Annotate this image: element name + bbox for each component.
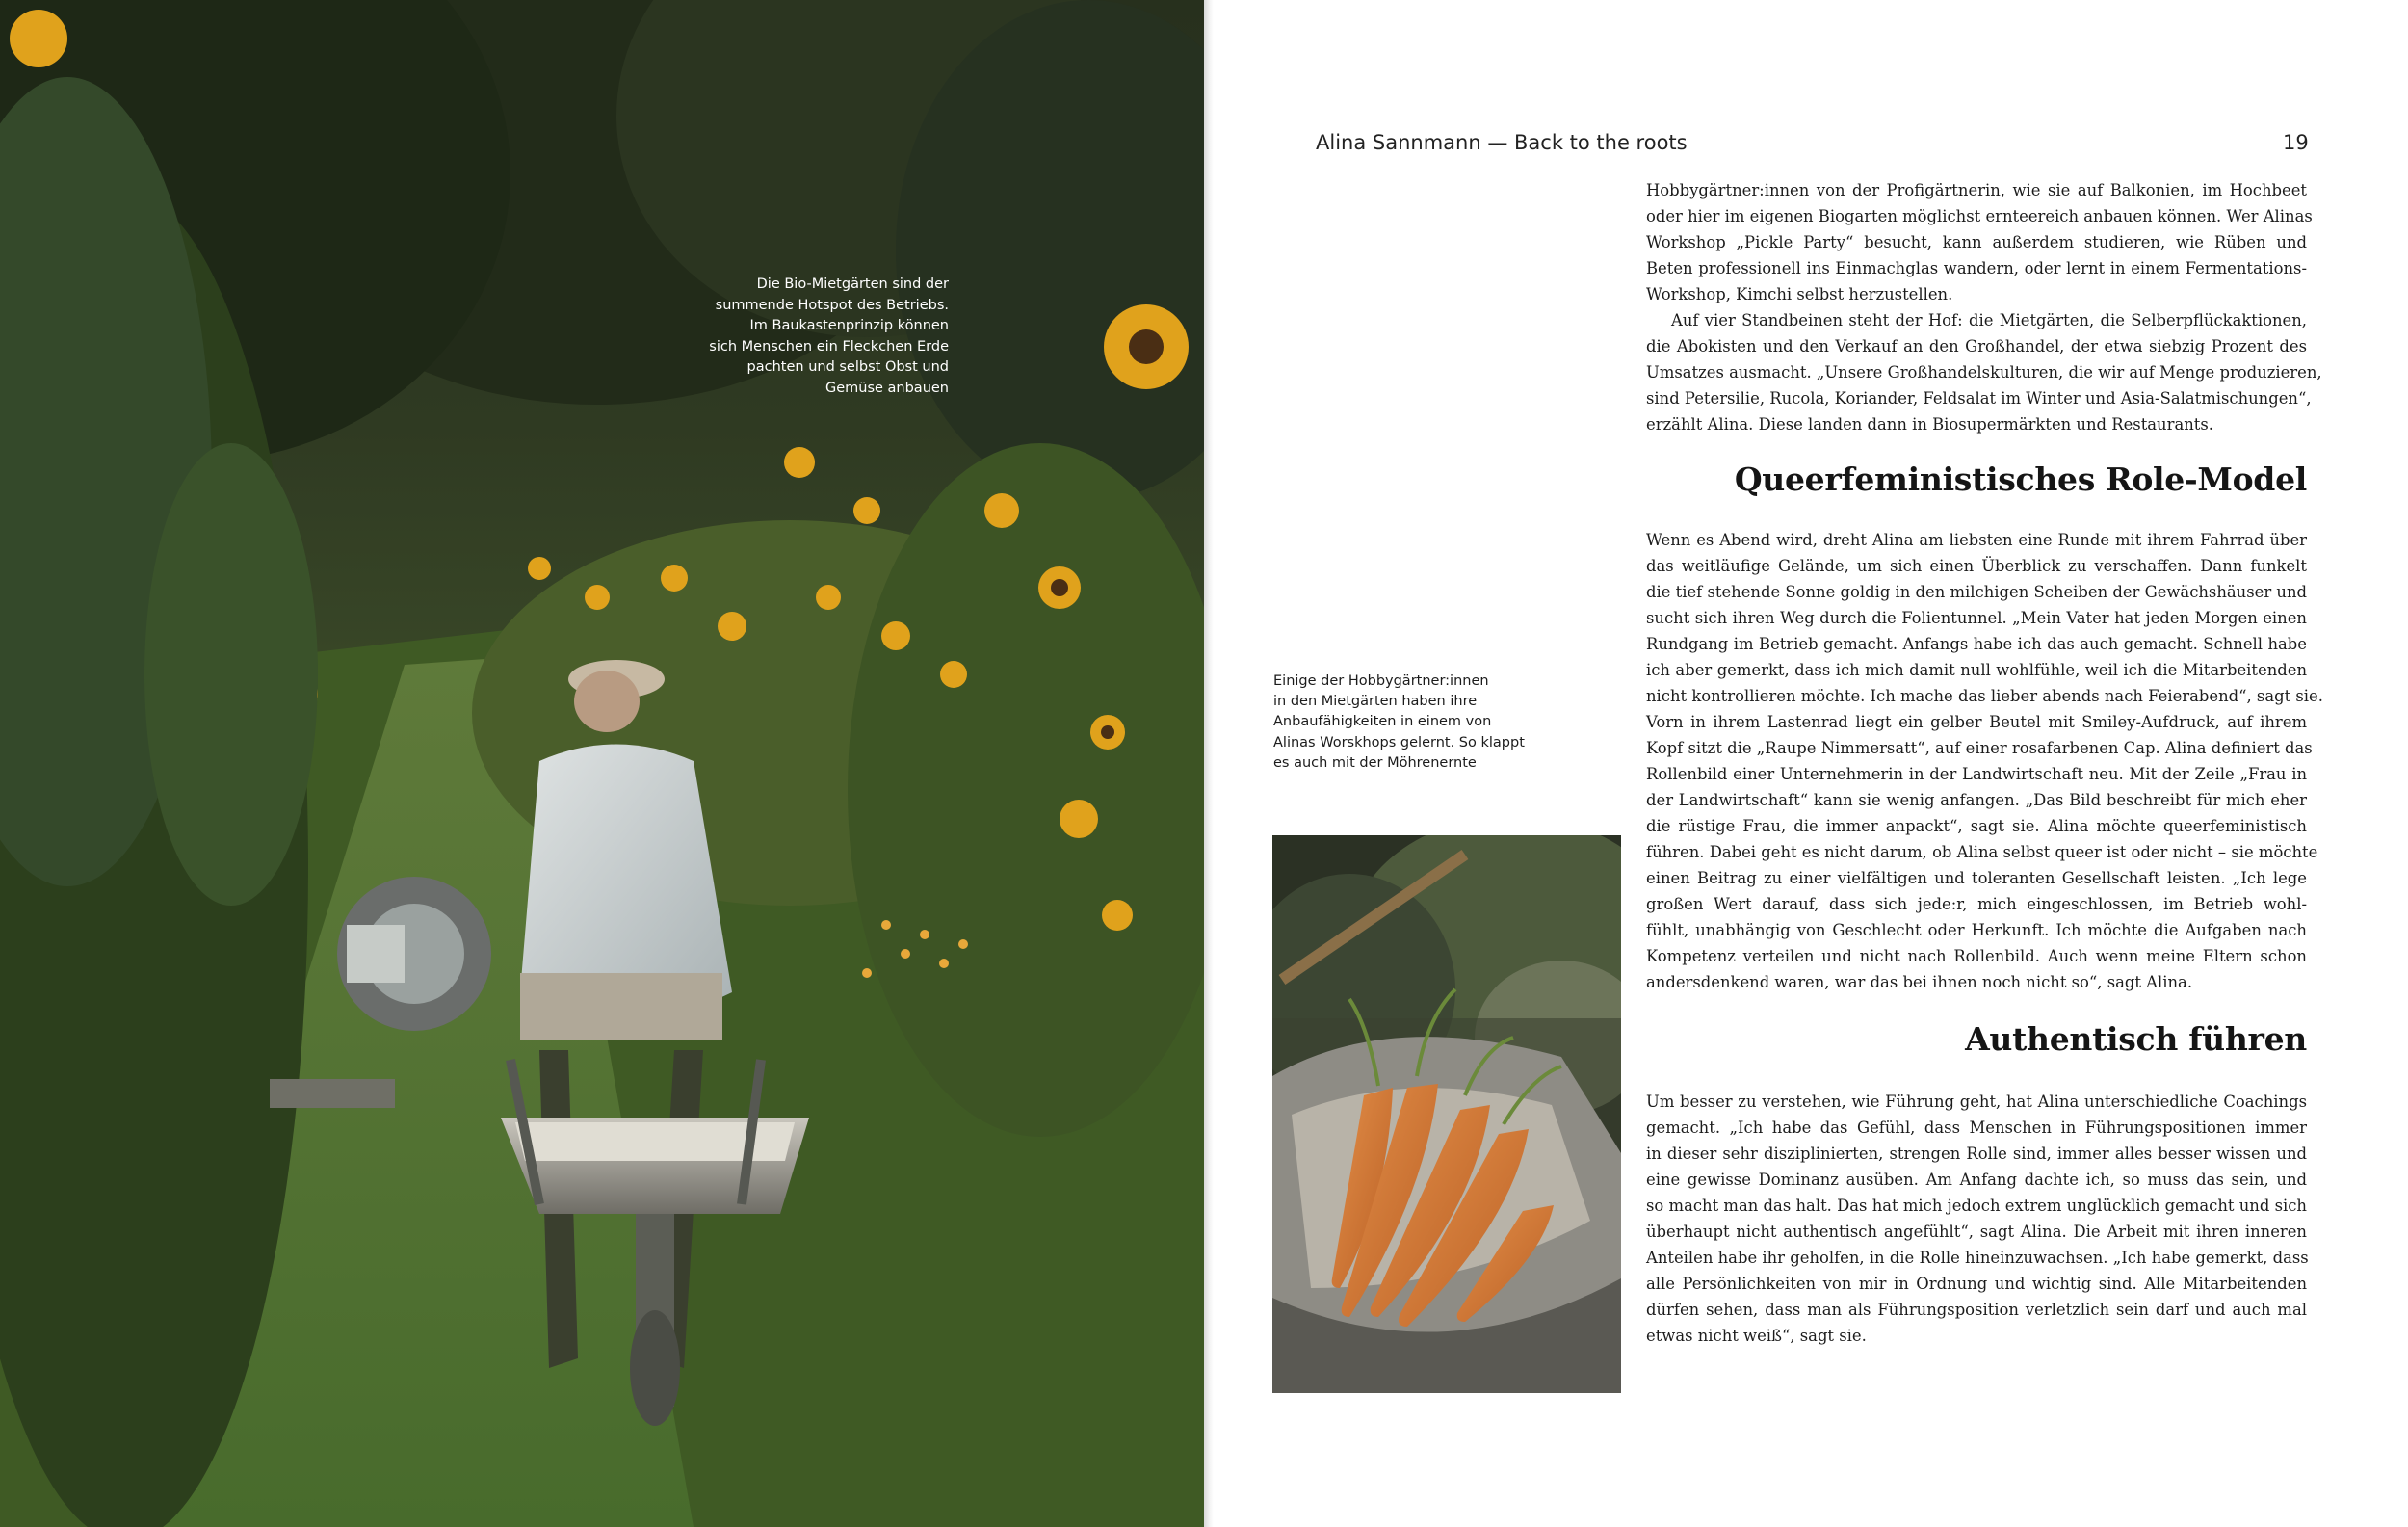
article-line: die Abokisten und den Verkauf an den Großhandel, der etwa siebzig Prozent des [1646,337,2307,355]
carrot-photo [1272,835,1621,1393]
side-caption-line: Alinas Worskhops gelernt. So klappt [1273,734,1525,750]
article-line: die rüstige Frau, die immer anpackt“, sagt sie. Alina möchte queerfeministisch [1646,817,2307,835]
article-line: einen Beitrag zu einer vielfältigen und toleranten Gesellschaft leisten. „Ich lege [1646,869,2307,887]
article-line: Rollenbild einer Unternehmerin in der Landwirtschaft neu. Mit der Zeile „Frau in [1646,765,2307,783]
article-line: nicht kontrollieren möchte. Ich mache das lieber abends nach Feierabend“, sagt sie. [1646,687,2323,705]
article-line: gemacht. „Ich habe das Gefühl, dass Menschen in Führungspositionen immer [1646,1119,2307,1137]
side-caption [1273,671,1553,774]
article-line: führen. Dabei geht es nicht darum, ob Alina selbst queer ist oder nicht – sie möchte [1646,843,2318,861]
article-line: dürfen sehen, dass man als Führungsposition verletzlich sein darf und auch mal [1646,1301,2307,1319]
photo-caption-line: Die Bio-Mietgärten sind der [756,276,949,292]
article-line: großen Wert darauf, dass sich jede:r, mich eingeschlossen, im Betrieb wohl- [1646,895,2307,913]
article-intro-block [1646,177,2322,437]
article-line: Um besser zu verstehen, wie Führung geht, hat Alina unterschiedliche Coachings [1646,1093,2307,1111]
article-line: die tief stehende Sonne goldig in den milchigen Scheiben der Gewächshäuser und [1646,583,2307,601]
side-caption-line: es auch mit der Möhrenernte [1273,754,1477,771]
running-title: Alina Sannmann — Back to the roots [1316,131,1688,154]
carrot-photo-illustration [1272,835,1621,1393]
section-heading: Queerfeministisches Role-Model [1734,461,2307,498]
photo-caption-line: sich Menschen ein Fleckchen Erde [709,338,949,355]
photo-caption-line: Gemüse anbauen [824,380,949,396]
article-line: das weitläufige Gelände, um sich einen Überblick zu verschaffen. Dann funkelt [1646,557,2307,575]
article-line: fühlt, unabhängig von Geschlecht oder Herkunft. Ich möchte die Aufgaben nach [1646,921,2307,939]
article-role-model-block [1646,527,2323,995]
article-line: oder hier im eigenen Biogarten möglichst ernteereich anbauen können. Wer Alinas [1646,207,2313,225]
article-line: Beten professionell ins Einmachglas wandern, oder lernt in einem Fermentations- [1646,259,2307,277]
photo-caption-line: pachten und selbst Obst und [746,359,949,376]
article-line: erzählt Alina. Diese landen dann in Biosupermärkten und Restaurants. [1646,415,2213,434]
photo-caption-line: Im Baukastenprinzip können [749,318,949,334]
article-line: Rundgang im Betrieb gemacht. Anfangs habe ich das auch gemacht. Schnell habe [1646,635,2307,653]
side-caption-line: Einige der Hobbygärtner:innen [1273,673,1489,689]
article-line: andersdenkend waren, war das bei ihnen noch nicht so“, sagt Alina. [1646,973,2193,991]
page-gutter [1204,0,1214,1527]
photo-caption-line: summende Hotspot des Betriebs. [715,297,949,313]
article-line: in dieser sehr disziplinierten, strengen Rolle sind, immer alles besser wissen und [1646,1145,2307,1163]
article-line: Kompetenz verteilen und nicht nach Rollenbild. Auch wenn meine Eltern schon [1646,947,2307,965]
article-line: Vorn in ihrem Lastenrad liegt ein gelber Beutel mit Smiley-Aufdruck, auf ihrem [1646,713,2307,731]
article-line: sind Petersilie, Rucola, Koriander, Feldsalat im Winter und Asia-Salatmischungen“, [1646,389,2312,408]
photo-caption [616,275,949,400]
article-line: alle Persönlichkeiten von mir in Ordnung und wichtig sind. Alle Mitarbeitenden [1646,1275,2307,1293]
article-line: so macht man das halt. Das hat mich jedoch extrem unglücklich gemacht und sich [1646,1197,2307,1215]
article-line: überhaupt nicht authentisch angefühlt“, sagt Alina. Die Arbeit mit ihren inneren [1646,1223,2307,1241]
side-caption-line: in den Mietgärten haben ihre [1273,694,1478,710]
article-line: Workshop „Pickle Party“ besucht, kann außerdem studieren, wie Rüben und [1646,233,2307,251]
section-heading: Authentisch führen [1965,1020,2307,1058]
article-line: ich aber gemerkt, dass ich mich damit null wohlfühle, weil ich die Mitarbeitenden [1646,661,2307,679]
article-line: sucht sich ihren Weg durch die Folientunnel. „Mein Vater hat jeden Morgen einen [1646,609,2307,627]
article-line: Auf vier Standbeinen steht der Hof: die Mietgärten, die Selberpflückaktionen, [1671,311,2307,329]
side-caption-line: Anbaufähigkeiten in einem von [1273,714,1492,730]
article-line: Hobbygärtner:innen von der Profigärtnerin, wie sie auf Balkonien, im Hochbeet [1646,181,2307,199]
article-line: Kopf sitzt die „Raupe Nimmersatt“, auf einer rosafarbenen Cap. Alina definiert das [1646,739,2313,757]
article-line: eine gewisse Dominanz ausüben. Am Anfang dachte ich, so muss das sein, und [1646,1171,2307,1189]
article-line: Umsatzes ausmacht. „Unsere Großhandelskulturen, die wir auf Menge produzieren, [1646,363,2322,382]
page-number: 19 [2283,131,2309,154]
article-line: Workshop, Kimchi selbst herzustellen. [1646,285,1953,303]
article-line: etwas nicht weiß“, sagt sie. [1646,1327,1867,1345]
article-line: Wenn es Abend wird, dreht Alina am liebsten eine Runde mit ihrem Fahrrad über [1646,531,2307,549]
article-line: Anteilen habe ihr geholfen, in die Rolle hineinzuwachsen. „Ich habe gemerkt, dass [1646,1249,2309,1267]
article-line: der Landwirtschaft“ kann sie wenig anfangen. „Das Bild beschreibt für mich eher [1646,791,2307,809]
article-leadership-block [1646,1089,2307,1349]
